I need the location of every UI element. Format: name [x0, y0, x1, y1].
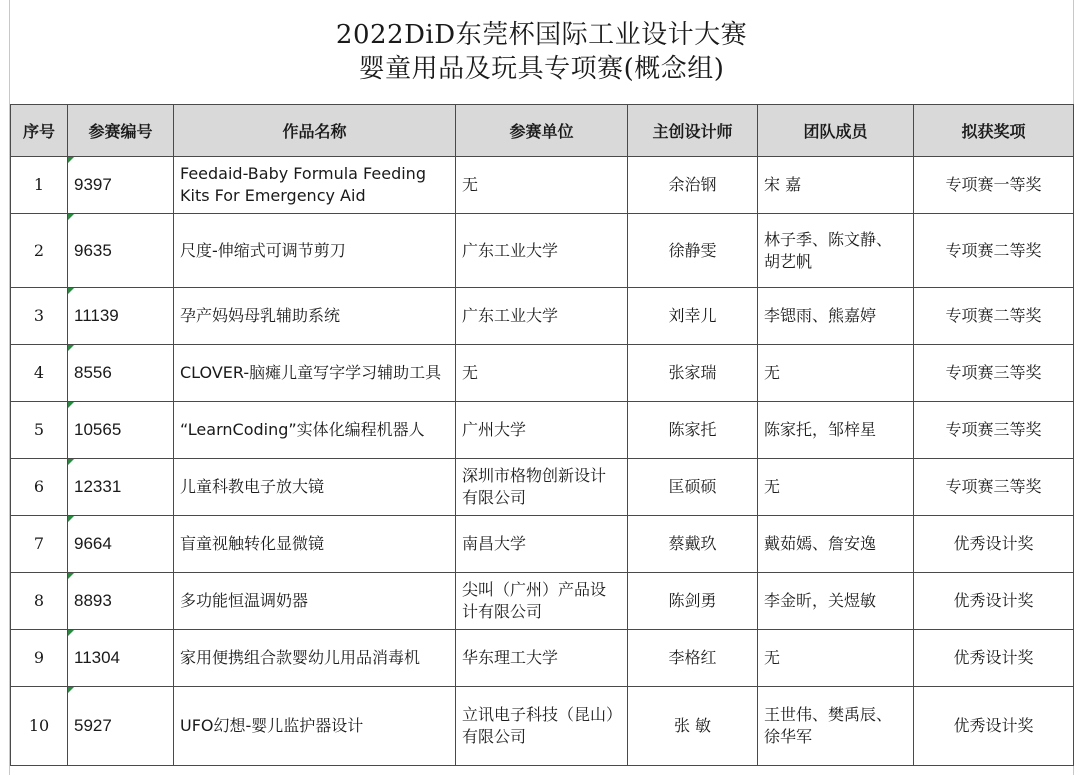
- cell-team-members: 宋 嘉: [758, 157, 914, 214]
- cell-team-members: 李金昕，关煜敏: [758, 573, 914, 630]
- entry-id-text: 9635: [74, 240, 112, 260]
- table-row: [11, 687, 1074, 766]
- entry-id-text: 8556: [74, 363, 112, 382]
- cell-entry-id: [68, 402, 174, 459]
- cell-marker: [68, 288, 74, 294]
- table-row: [11, 288, 1074, 345]
- cell-organization: 深圳市格物创新设计有限公司: [456, 459, 628, 516]
- cell-marker: [68, 157, 74, 163]
- cell-work-name: “LearnCoding”实体化编程机器人: [174, 402, 456, 459]
- cell-lead-designer: 余治钢: [628, 157, 758, 214]
- cell-lead-designer: 李格红: [628, 630, 758, 687]
- cell-work-name: 盲童视触转化显微镜: [174, 516, 456, 573]
- entry-id-text: 5927: [74, 716, 112, 735]
- cell-organization: 华东理工大学: [456, 630, 628, 687]
- cell-award: 专项赛三等奖: [914, 459, 1074, 516]
- cell-entry-id: [68, 157, 174, 214]
- entry-id-text: 9397: [74, 175, 112, 194]
- cell-index: 1: [11, 157, 68, 214]
- cell-work-name: 尺度-伸缩式可调节剪刀: [174, 214, 456, 288]
- entry-id-text: 9664: [74, 534, 112, 553]
- cell-marker: [68, 459, 74, 465]
- cell-award: 专项赛一等奖: [914, 157, 1074, 214]
- cell-team-members: 陈家托，邹梓星: [758, 402, 914, 459]
- cell-entry-id: [68, 630, 174, 687]
- table-row: [11, 516, 1074, 573]
- cell-entry-id: [68, 516, 174, 573]
- cell-index: 5: [11, 402, 68, 459]
- cell-entry-id: [68, 345, 174, 402]
- award-sheet: [9, 0, 1074, 775]
- cell-lead-designer: 陈剑勇: [628, 573, 758, 630]
- cell-award: 专项赛三等奖: [914, 402, 1074, 459]
- cell-organization: 广州大学: [456, 402, 628, 459]
- cell-marker: [68, 214, 74, 220]
- entry-id-text: 8893: [74, 591, 112, 610]
- cell-organization: 南昌大学: [456, 516, 628, 573]
- table-row: [11, 214, 1074, 288]
- cell-marker: [68, 402, 74, 408]
- cell-index: 4: [11, 345, 68, 402]
- table-row: [11, 157, 1074, 214]
- cell-work-name: 孕产妈妈母乳辅助系统: [174, 288, 456, 345]
- header-work-name: 作品名称: [174, 105, 456, 157]
- cell-entry-id: [68, 573, 174, 630]
- cell-team-members: 王世伟、樊禹辰、徐华军: [758, 687, 914, 766]
- cell-work-name: 儿童科教电子放大镜: [174, 459, 456, 516]
- cell-lead-designer: 徐静雯: [628, 214, 758, 288]
- cell-team-members: 李锶雨、熊嘉婷: [758, 288, 914, 345]
- entry-id-text: 12331: [74, 477, 122, 496]
- cell-marker: [68, 630, 74, 636]
- header-index: 序号: [11, 105, 68, 157]
- entry-id-text: 10565: [74, 420, 122, 439]
- table-row: [11, 459, 1074, 516]
- header-organization: 参赛单位: [456, 105, 628, 157]
- table-row: [11, 630, 1074, 687]
- cell-lead-designer: 张 敏: [628, 687, 758, 766]
- cell-marker: [68, 345, 74, 351]
- table-row: [11, 402, 1074, 459]
- header-award: 拟获奖项: [914, 105, 1074, 157]
- header-team-members: 团队成员: [758, 105, 914, 157]
- cell-lead-designer: 陈家托: [628, 402, 758, 459]
- cell-team-members: 戴茹嫣、詹安逸: [758, 516, 914, 573]
- cell-organization: 尖叫（广州）产品设计有限公司: [456, 573, 628, 630]
- cell-index: 3: [11, 288, 68, 345]
- table-row: [11, 573, 1074, 630]
- cell-award: 优秀设计奖: [914, 630, 1074, 687]
- title-block: [10, 18, 1073, 86]
- cell-index: 10: [11, 687, 68, 766]
- cell-lead-designer: 匡硕硕: [628, 459, 758, 516]
- cell-entry-id: [68, 459, 174, 516]
- cell-organization: 无: [456, 345, 628, 402]
- cell-entry-id: [68, 687, 174, 766]
- cell-team-members: 无: [758, 630, 914, 687]
- cell-lead-designer: 张家瑞: [628, 345, 758, 402]
- cell-team-members: 无: [758, 459, 914, 516]
- cell-award: 专项赛三等奖: [914, 345, 1074, 402]
- cell-work-name: CLOVER-脑瘫儿童写字学习辅助工具: [174, 345, 456, 402]
- cell-entry-id: [68, 288, 174, 345]
- cell-index: 7: [11, 516, 68, 573]
- cell-award: 专项赛二等奖: [914, 288, 1074, 345]
- entry-id-text: 11139: [74, 306, 119, 325]
- cell-award: 专项赛二等奖: [914, 214, 1074, 288]
- cell-marker: [68, 516, 74, 522]
- cell-marker: [68, 573, 74, 579]
- cell-work-name: UFO幻想-婴儿监护器设计: [174, 687, 456, 766]
- cell-index: 8: [11, 573, 68, 630]
- cell-award: 优秀设计奖: [914, 573, 1074, 630]
- cell-award: 优秀设计奖: [914, 516, 1074, 573]
- cell-team-members: 无: [758, 345, 914, 402]
- cell-work-name: 多功能恒温调奶器: [174, 573, 456, 630]
- cell-organization: 立讯电子科技（昆山）有限公司: [456, 687, 628, 766]
- cell-lead-designer: 刘幸儿: [628, 288, 758, 345]
- table-row: [11, 345, 1074, 402]
- cell-lead-designer: 蔡戴玖: [628, 516, 758, 573]
- cell-index: 9: [11, 630, 68, 687]
- cell-index: 2: [11, 214, 68, 288]
- cell-entry-id: [68, 214, 174, 288]
- cell-award: 优秀设计奖: [914, 687, 1074, 766]
- table-header-row: [11, 105, 1074, 157]
- cell-work-name: Feedaid-Baby Formula Feeding Kits For Emergency Aid: [174, 157, 456, 214]
- entry-id-text: 11304: [74, 648, 121, 667]
- cell-organization: 无: [456, 157, 628, 214]
- header-lead-designer: 主创设计师: [628, 105, 758, 157]
- cell-team-members: 林子季、陈文静、胡艺帆: [758, 214, 914, 288]
- cell-organization: 广东工业大学: [456, 288, 628, 345]
- cell-marker: [68, 687, 74, 693]
- page-subtitle: 婴童用品及玩具专项赛(概念组): [358, 54, 725, 84]
- awards-table: [10, 104, 1074, 766]
- cell-work-name: 家用便携组合款婴幼儿用品消毒机: [174, 630, 456, 687]
- page-title: 2022DiD东莞杯国际工业设计大赛: [335, 20, 748, 50]
- header-entry-id: 参赛编号: [68, 105, 174, 157]
- cell-organization: 广东工业大学: [456, 214, 628, 288]
- cell-index: 6: [11, 459, 68, 516]
